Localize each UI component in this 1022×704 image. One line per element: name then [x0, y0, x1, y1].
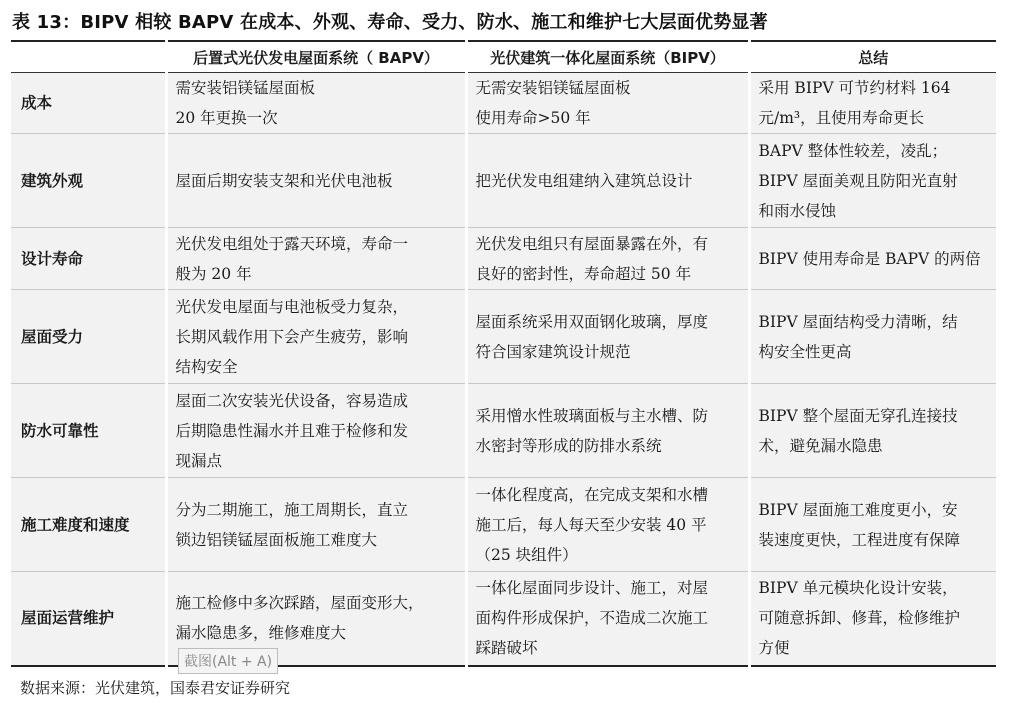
cell-appearance-bipv [466, 134, 749, 228]
table-row-maintenance [11, 572, 996, 666]
cell-line: 踩踏破坏 [475, 639, 538, 658]
cell-line: 需安装铝镁锰屋面板 [175, 79, 316, 97]
cell-line: BIPV 屋面施工难度更小，安 [758, 500, 958, 519]
cell-waterproof-summary [749, 384, 996, 478]
cell-line: （25 块组件） [475, 545, 578, 564]
screenshot-tooltip: 截图(Alt + A) [178, 648, 278, 674]
table-row-waterproof [11, 384, 996, 478]
cell-appearance-bapv [166, 134, 466, 228]
row-label-design-life: 设计寿命 [11, 228, 166, 290]
header-blank [11, 41, 166, 73]
cell-line: 长期风载作用下会产生疲劳，影响 [175, 327, 409, 346]
cell-line: 无需安装铝镁锰屋面板 [475, 79, 631, 97]
cell-maintenance-bipv [466, 572, 749, 666]
cell-line: 方便 [758, 639, 790, 658]
cell-construction-summary [749, 478, 996, 572]
cell-line: BAPV 整体性较差，凌乱； [758, 141, 948, 160]
cell-line: BIPV 屋面结构受力清晰，结 [758, 312, 958, 331]
cell-roof-load-bapv [166, 290, 466, 384]
cell-construction-bipv [466, 478, 749, 572]
cell-line: 后期隐患性漏水并且难于检修和发 [175, 421, 409, 440]
cell-line: 20 年更换一次 [175, 109, 278, 127]
cell-line: 一体化屋面同步设计、施工，对屋 [475, 579, 709, 598]
table-row-cost [11, 73, 996, 134]
table-body [11, 73, 996, 666]
cell-line: 元/m³，且使用寿命更长 [758, 109, 925, 127]
cell-design-life-bipv [466, 228, 749, 290]
cell-line: 一体化程度高，在完成支架和水槽 [475, 485, 709, 504]
cell-line: BIPV 整个屋面无穿孔连接技 [758, 406, 958, 425]
table-title: 表 13：BIPV 相较 BAPV 在成本、外观、寿命、受力、防水、施工和维护七大层面优势显著 [12, 12, 768, 33]
cell-line: 施工检修中多次踩踏，屋面变形大， [175, 594, 424, 613]
cell-line: 屋面二次安装光伏设备，容易造成 [175, 391, 409, 410]
cell-line: 锁边铝镁锰屋面板施工难度大 [175, 530, 378, 549]
cell-line: 采用 BIPV 可节约材料 164 [758, 79, 951, 97]
cell-line: 可随意拆卸、修葺，检修维护 [758, 609, 961, 628]
cell-line: 符合国家建筑设计规范 [475, 342, 631, 361]
comparison-table [11, 40, 996, 667]
cell-line: 光伏发电组处于露天环境，寿命一 [175, 234, 409, 253]
cell-line: BIPV 单元模块化设计安装， [758, 579, 958, 598]
header-bipv: 光伏建筑一体化屋面系统（BIPV） [466, 41, 749, 73]
cell-cost-bapv [166, 73, 466, 134]
cell-appearance-summary [749, 134, 996, 228]
cell-line: BIPV 屋面美观且防阳光直射 [758, 171, 958, 190]
cell-line: 般为 20 年 [175, 264, 252, 283]
cell-construction-bapv [166, 478, 466, 572]
cell-line: 漏水隐患多，维修难度大 [175, 624, 347, 643]
cell-roof-load-summary [749, 290, 996, 384]
header-bapv: 后置式光伏发电屋面系统（ BAPV） [166, 41, 466, 73]
cell-maintenance-summary [749, 572, 996, 666]
row-label-appearance: 建筑外观 [11, 134, 166, 228]
cell-line: 分为二期施工，施工周期长，直立 [175, 500, 409, 519]
cell-line: 光伏发电组只有屋面暴露在外，有 [475, 234, 709, 253]
cell-roof-load-bipv [466, 290, 749, 384]
cell-line: 水密封等形成的防排水系统 [475, 436, 662, 455]
cell-line: 光伏发电屋面与电池板受力复杂， [175, 297, 409, 316]
cell-design-life-bapv [166, 228, 466, 290]
row-label-cost: 成本 [11, 73, 166, 134]
cell-line: 现漏点 [175, 451, 223, 470]
header-summary: 总结 [749, 41, 996, 73]
cell-line: 屋面系统采用双面钢化玻璃，厚度 [475, 312, 709, 331]
cell-line: 构安全性更高 [758, 342, 852, 361]
row-label-maintenance: 屋面运营维护 [11, 572, 166, 666]
table-row-appearance [11, 134, 996, 228]
cell-line: 把光伏发电组建纳入建筑总设计 [475, 171, 693, 190]
cell-line: 施工后，每人每天至少安装 40 平 [475, 515, 707, 534]
cell-line: 使用寿命>50 年 [475, 109, 591, 127]
cell-cost-summary [749, 73, 996, 134]
table-row-roof-load [11, 290, 996, 384]
cell-line: 面构件形成保护，不造成二次施工 [475, 609, 709, 628]
cell-cost-bipv [466, 73, 749, 134]
cell-line: 术，避免漏水隐患 [758, 436, 883, 455]
cell-line: BIPV 使用寿命是 BAPV 的两倍 [758, 249, 981, 268]
row-label-roof-load: 屋面受力 [11, 290, 166, 384]
cell-line: 结构安全 [175, 357, 238, 376]
table-row-design-life [11, 228, 996, 290]
cell-line: 屋面后期安装支架和光伏电池板 [175, 171, 393, 190]
table-row-construction [11, 478, 996, 572]
cell-line: 良好的密封性，寿命超过 50 年 [475, 264, 692, 283]
cell-waterproof-bapv [166, 384, 466, 478]
cell-waterproof-bipv [466, 384, 749, 478]
comparison-table-container [11, 40, 996, 667]
table-header [11, 41, 996, 73]
data-source-note: 数据来源：光伏建筑，国泰君安证券研究 [20, 679, 291, 697]
cell-line: 和雨水侵蚀 [758, 201, 837, 220]
cell-design-life-summary [749, 228, 996, 290]
cell-line: 装速度更快，工程进度有保障 [758, 530, 961, 549]
cell-line: 采用憎水性玻璃面板与主水槽、防 [475, 406, 709, 425]
row-label-waterproof: 防水可靠性 [11, 384, 166, 478]
row-label-construction: 施工难度和速度 [11, 478, 166, 572]
